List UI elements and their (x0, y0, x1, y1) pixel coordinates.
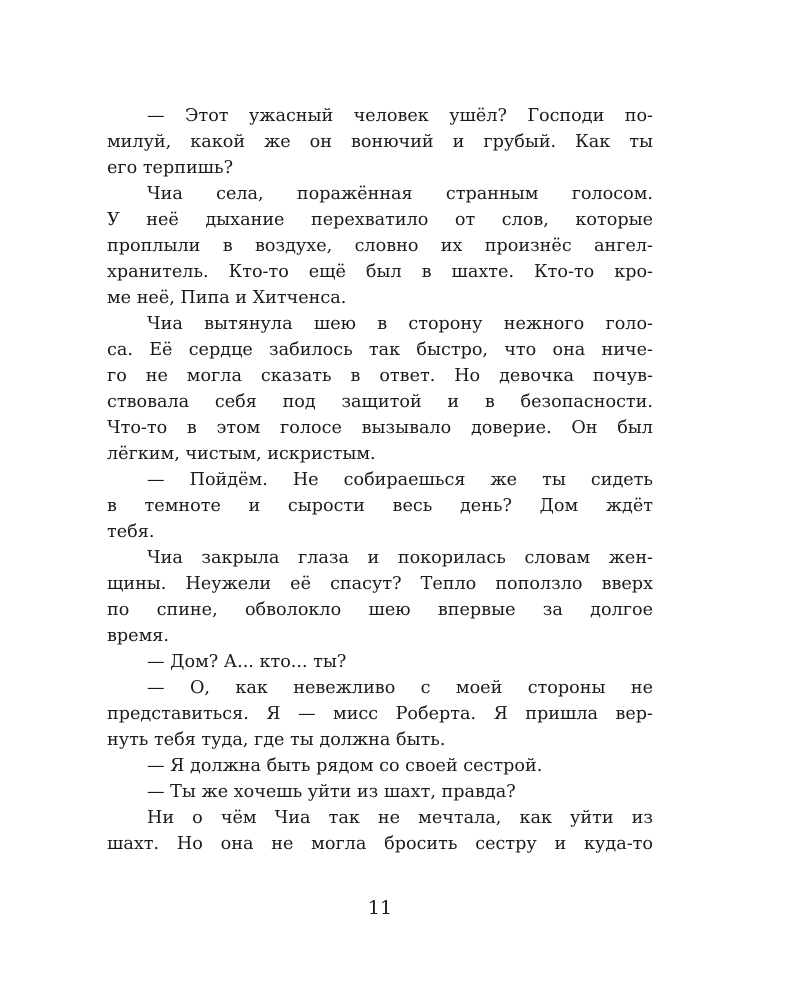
text-line: ствовала себя под защитой и в безопасности. (107, 392, 653, 412)
text-line: Ни о чём Чиа так не мечтала, как уйти из (147, 808, 653, 828)
text-line: представиться. Я — мисс Роберта. Я пришла вер- (107, 704, 653, 724)
text-line: — О, как невежливо с моей стороны не (147, 678, 653, 698)
text-line: Чиа вытянула шею в сторону нежного голо- (147, 314, 653, 334)
text-line: проплыли в воздухе, словно их произнёс ангел- (107, 236, 653, 256)
text-line: Чиа закрыла глаза и покорилась словам жен- (147, 548, 653, 568)
text-line: щины. Неужели её спасут? Тепло поползло вверх (107, 574, 653, 594)
text-line: хранитель. Кто-то ещё был в шахте. Кто-то кро- (107, 262, 653, 282)
text-line: — Я должна быть рядом со своей сестрой. (147, 756, 543, 776)
text-line: Что-то в этом голосе вызывало доверие. Он был (107, 418, 653, 438)
text-line: го не могла сказать в ответ. Но девочка почув- (107, 366, 653, 386)
text-line: ме неё, Пипа и Хитченса. (107, 288, 347, 308)
text-line: нуть тебя туда, где ты должна быть. (107, 730, 446, 750)
text-line: — Ты же хочешь уйти из шахт, правда? (147, 782, 516, 802)
text-line: его терпишь? (107, 158, 234, 178)
page-number: 11 (367, 897, 393, 919)
text-line: — Дом? А... кто... ты? (147, 652, 347, 672)
text-line: Чиа села, поражённая странным голосом. (147, 184, 653, 204)
text-line: милуй, какой же он вонючий и грубый. Как ты (107, 132, 653, 152)
text-line: — Пойдём. Не собираешься же ты сидеть (147, 470, 653, 490)
text-line: по спине, обволокло шею впервые за долгое (107, 600, 653, 620)
text-line: У неё дыхание перехватило от слов, которые (107, 210, 653, 230)
text-line: лёгким, чистым, искристым. (107, 444, 376, 464)
text-line: шахт. Но она не могла бросить сестру и куда-то (107, 834, 653, 854)
body-text (107, 103, 653, 857)
text-line: в темноте и сырости весь день? Дом ждёт (107, 496, 653, 516)
text-line: са. Её сердце забилось так быстро, что она ниче- (107, 340, 653, 360)
text-line: тебя. (107, 522, 155, 542)
text-line: — Этот ужасный человек ушёл? Господи по- (147, 106, 653, 126)
text-line: время. (107, 626, 169, 646)
